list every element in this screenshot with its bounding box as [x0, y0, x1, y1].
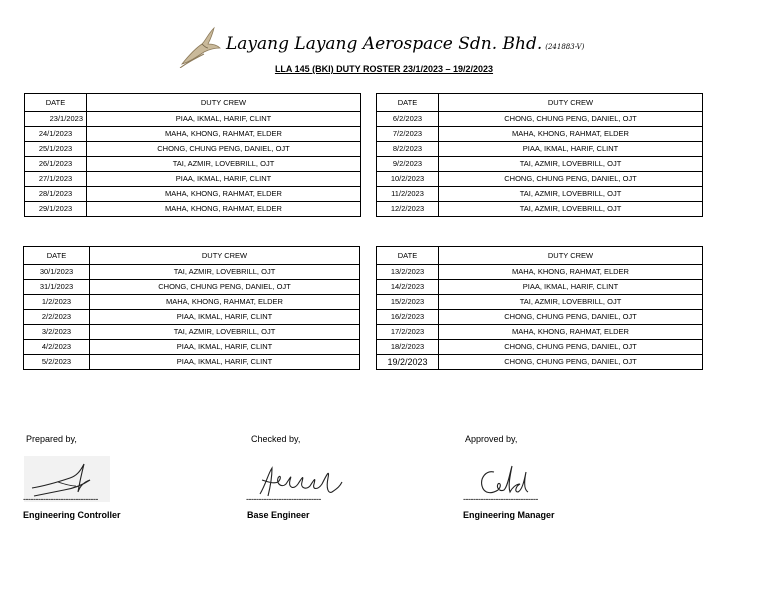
crew-cell: PIAA, IKMAL, HARIF, CLINT — [439, 142, 703, 157]
table-row — [24, 295, 360, 310]
checked-by-title: Base Engineer — [247, 510, 310, 520]
date-cell: 23/1/2023 — [25, 112, 87, 127]
date-cell: 10/2/2023 — [377, 172, 439, 187]
date-cell: 11/2/2023 — [377, 187, 439, 202]
table-row — [24, 265, 360, 280]
crew-cell: MAHA, KHONG, RAHMAT, ELDER — [87, 127, 361, 142]
crew-cell: TAI, AZMIR, LOVEBRILL, OJT — [90, 265, 360, 280]
crew-cell: MAHA, KHONG, RAHMAT, ELDER — [87, 187, 361, 202]
table-row — [25, 172, 361, 187]
crew-cell: TAI, AZMIR, LOVEBRILL, OJT — [87, 157, 361, 172]
date-cell: 31/1/2023 — [24, 280, 90, 295]
date-cell: 27/1/2023 — [25, 172, 87, 187]
crew-cell: CHONG, CHUNG PENG, DANIEL, OJT — [90, 280, 360, 295]
table-row — [24, 280, 360, 295]
table-row — [377, 340, 703, 355]
bird-logo-icon — [178, 24, 222, 68]
crew-column-header: DUTY CREW — [90, 247, 360, 265]
table-row — [377, 265, 703, 280]
date-cell: 3/2/2023 — [24, 325, 90, 340]
table-row — [24, 340, 360, 355]
checked-by-label: Checked by, — [251, 434, 301, 444]
roster-table-4 — [376, 246, 703, 370]
crew-cell: PIAA, IKMAL, HARIF, CLINT — [87, 172, 361, 187]
table-row — [25, 112, 361, 127]
table-row — [24, 310, 360, 325]
table-row — [24, 355, 360, 370]
date-cell: 16/2/2023 — [377, 310, 439, 325]
table-row — [377, 187, 703, 202]
prepared-by-label: Prepared by, — [26, 434, 77, 444]
date-column-header: DATE — [25, 94, 87, 112]
table-row — [377, 355, 703, 370]
date-column-header: DATE — [24, 247, 90, 265]
checked-signature-line: ------------------------------ — [246, 494, 321, 504]
date-cell: 25/1/2023 — [25, 142, 87, 157]
table-header-row — [377, 247, 703, 265]
roster-table-3 — [23, 246, 360, 370]
table-row — [377, 127, 703, 142]
date-cell: 15/2/2023 — [377, 295, 439, 310]
table-row — [25, 142, 361, 157]
date-cell: 18/2/2023 — [377, 340, 439, 355]
crew-cell: MAHA, KHONG, RAHMAT, ELDER — [439, 265, 703, 280]
crew-cell: MAHA, KHONG, RAHMAT, ELDER — [90, 295, 360, 310]
table-row — [377, 202, 703, 217]
crew-cell: CHONG, CHUNG PENG, DANIEL, OJT — [439, 355, 703, 370]
approved-signature-line: ------------------------------ — [463, 494, 538, 504]
approved-by-title: Engineering Manager — [463, 510, 555, 520]
table-row — [25, 127, 361, 142]
date-cell: 6/2/2023 — [377, 112, 439, 127]
roster-table-1 — [24, 93, 361, 217]
crew-cell: TAI, AZMIR, LOVEBRILL, OJT — [439, 157, 703, 172]
table-row — [377, 310, 703, 325]
crew-cell: TAI, AZMIR, LOVEBRILL, OJT — [439, 202, 703, 217]
table-row — [377, 112, 703, 127]
crew-cell: MAHA, KHONG, RAHMAT, ELDER — [439, 127, 703, 142]
table-row — [377, 172, 703, 187]
date-cell: 24/1/2023 — [25, 127, 87, 142]
crew-cell: TAI, AZMIR, LOVEBRILL, OJT — [439, 295, 703, 310]
company-name-text: Layang Layang Aerospace Sdn. Bhd. — [226, 34, 543, 54]
table-row — [25, 202, 361, 217]
table-header-row — [25, 94, 361, 112]
company-name — [226, 34, 584, 54]
crew-column-header: DUTY CREW — [439, 94, 703, 112]
roster-table-2 — [376, 93, 703, 217]
crew-cell: MAHA, KHONG, RAHMAT, ELDER — [439, 325, 703, 340]
date-column-header: DATE — [377, 94, 439, 112]
crew-cell: PIAA, IKMAL, HARIF, CLINT — [90, 310, 360, 325]
date-column-header: DATE — [377, 247, 439, 265]
crew-cell: PIAA, IKMAL, HARIF, CLINT — [90, 340, 360, 355]
date-cell: 12/2/2023 — [377, 202, 439, 217]
crew-cell: TAI, AZMIR, LOVEBRILL, OJT — [439, 187, 703, 202]
crew-cell: CHONG, CHUNG PENG, DANIEL, OJT — [439, 172, 703, 187]
roster-title: LLA 145 (BKI) DUTY ROSTER 23/1/2023 – 19/2/2023 — [274, 64, 494, 74]
date-cell: 29/1/2023 — [25, 202, 87, 217]
date-cell: 5/2/2023 — [24, 355, 90, 370]
date-cell: 7/2/2023 — [377, 127, 439, 142]
date-cell: 19/2/2023 — [377, 355, 439, 370]
date-cell: 8/2/2023 — [377, 142, 439, 157]
date-cell: 26/1/2023 — [25, 157, 87, 172]
date-cell: 28/1/2023 — [25, 187, 87, 202]
date-cell: 2/2/2023 — [24, 310, 90, 325]
table-header-row — [24, 247, 360, 265]
registration-number: (241883-V) — [545, 43, 585, 51]
approved-by-label: Approved by, — [465, 434, 518, 444]
crew-cell: MAHA, KHONG, RAHMAT, ELDER — [87, 202, 361, 217]
table-header-row — [377, 94, 703, 112]
date-cell: 30/1/2023 — [24, 265, 90, 280]
date-cell: 13/2/2023 — [377, 265, 439, 280]
table-row — [377, 295, 703, 310]
crew-cell: CHONG, CHUNG PENG, DANIEL, OJT — [87, 142, 361, 157]
crew-cell: CHONG, CHUNG PENG, DANIEL, OJT — [439, 310, 703, 325]
crew-cell: PIAA, IKMAL, HARIF, CLINT — [87, 112, 361, 127]
date-cell: 14/2/2023 — [377, 280, 439, 295]
crew-column-header: DUTY CREW — [439, 247, 703, 265]
table-row — [24, 325, 360, 340]
table-row — [377, 325, 703, 340]
crew-column-header: DUTY CREW — [87, 94, 361, 112]
date-cell: 9/2/2023 — [377, 157, 439, 172]
table-row — [377, 157, 703, 172]
date-cell: 17/2/2023 — [377, 325, 439, 340]
table-row — [25, 157, 361, 172]
crew-cell: PIAA, IKMAL, HARIF, CLINT — [90, 355, 360, 370]
table-row — [377, 142, 703, 157]
prepared-signature-line: ------------------------------ — [23, 494, 98, 504]
date-cell: 1/2/2023 — [24, 295, 90, 310]
crew-cell: TAI, AZMIR, LOVEBRILL, OJT — [90, 325, 360, 340]
crew-cell: CHONG, CHUNG PENG, DANIEL, OJT — [439, 340, 703, 355]
table-row — [377, 280, 703, 295]
crew-cell: CHONG, CHUNG PENG, DANIEL, OJT — [439, 112, 703, 127]
prepared-by-title: Engineering Controller — [23, 510, 121, 520]
crew-cell: PIAA, IKMAL, HARIF, CLINT — [439, 280, 703, 295]
table-row — [25, 187, 361, 202]
date-cell: 4/2/2023 — [24, 340, 90, 355]
